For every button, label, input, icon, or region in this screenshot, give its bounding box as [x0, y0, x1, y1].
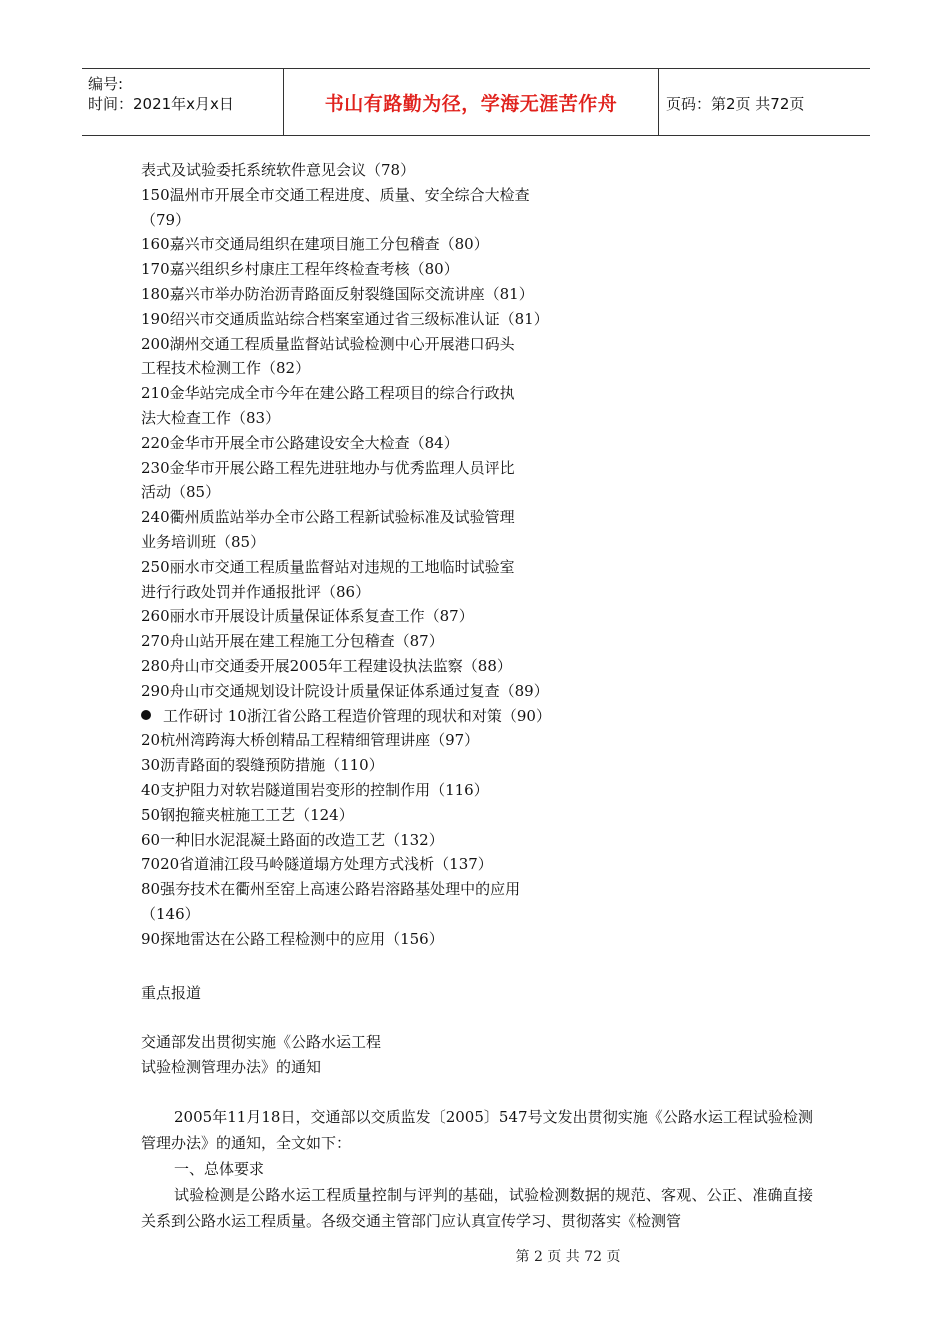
toc-line: 20杭州湾跨海大桥创精品工程精细管理讲座（97）: [141, 731, 480, 750]
toc-line: （79）: [141, 210, 191, 229]
toc-line: 7020省道浦江段马岭隧道塌方处理方式浅析（137）: [141, 855, 493, 874]
toc-line: 90探地雷达在公路工程检测中的应用（156）: [141, 929, 444, 948]
code-label: 编号:: [88, 75, 124, 93]
toc-line: 60一种旧水泥混凝土路面的改造工艺（132）: [141, 830, 444, 849]
toc-line: 50钢抱箍夹桩施工工艺（124）: [141, 805, 354, 824]
header-divider: [658, 69, 659, 135]
toc-line: 190绍兴市交通质监站综合档案室通过省三级标准认证（81）: [141, 309, 549, 328]
body-paragraph: 2005年11月18日，交通部以交质监发〔2005〕547号文发出贯彻实施《公路水运工程试验检测管理办法》的通知，全文如下：: [141, 1108, 813, 1152]
toc-line: 工程技术检测工作（82）: [141, 359, 311, 378]
toc-line: 表式及试验委托系统软件意见会议（78）: [141, 161, 416, 179]
toc-line: 250丽水市交通工程质量监督站对违规的工地临时试验室: [141, 557, 515, 576]
header-meta: [88, 74, 234, 114]
toc-line: 260丽水市开展设计质量保证体系复查工作（87）: [141, 607, 474, 626]
header-motto: 书山有路勤为径，学海无涯苦作舟: [324, 92, 618, 115]
toc-line-bulleted: [141, 704, 551, 729]
page-header: [82, 68, 870, 136]
toc-line: 80强夯技术在衢州至窑上高速公路岩溶路基处理中的应用: [141, 880, 521, 899]
body-subheading: 一、总体要求: [174, 1160, 265, 1178]
toc-line: 220金华市开展全市公路建设安全大检查（84）: [141, 433, 459, 452]
article-title-line: 试验检测管理办法》的通知: [141, 1058, 322, 1076]
bullet-icon: [141, 710, 151, 720]
toc-line: 法大检查工作（83）: [141, 408, 281, 427]
toc-line: 290舟山市交通规划设计院设计质量保证体系通过复查（89）: [141, 681, 549, 700]
toc-line-text: 工作研讨 10浙江省公路工程造价管理的现状和对策（90）: [163, 706, 551, 725]
toc-line: 180嘉兴市举办防治沥青路面反射裂缝国际交流讲座（81）: [141, 284, 534, 303]
toc-line: 200湖州交通工程质量监督站试验检测中心开展港口码头: [141, 334, 515, 353]
section-heading: 重点报道: [141, 984, 202, 1002]
toc-line: 210金华站完成全市今年在建公路工程项目的综合行政执: [141, 384, 515, 403]
date-label: 时间：2021年x月x日: [88, 95, 234, 113]
toc-line: 活动（85）: [141, 483, 221, 502]
article-title-line: 交通部发出贯彻实施《公路水运工程: [141, 1033, 382, 1051]
toc-line: 240衢州质监站举办全市公路工程新试验标准及试验管理: [141, 508, 515, 527]
page-footer: [0, 1246, 950, 1266]
toc-line: （146）: [141, 904, 200, 923]
toc-line: 160嘉兴市交通局组织在建项目施工分包稽查（80）: [141, 235, 489, 254]
footer-page-number: 第 2 页 共 72 页: [515, 1249, 621, 1265]
body-paragraph: 试验检测是公路水运工程质量控制与评判的基础，试验检测数据的规范、客观、公正、准确直接关系到公路水运工程质量。各级交通主管部门应认真宣传学习、贯彻落实《检测管: [141, 1186, 813, 1230]
table-of-contents: [141, 158, 551, 952]
toc-line: 30沥青路面的裂缝预防措施（110）: [141, 756, 384, 775]
toc-line: 230金华市开展公路工程先进驻地办与优秀监理人员评比: [141, 458, 515, 477]
toc-line: 进行行政处罚并作通报批评（86）: [141, 582, 371, 601]
toc-line: 280舟山市交通委开展2005年工程建设执法监察（88）: [141, 656, 512, 675]
toc-line: 170嘉兴组织乡村康庄工程年终检查考核（80）: [141, 260, 459, 279]
article-title: [141, 1030, 381, 1080]
toc-line: 270舟山站开展在建工程施工分包稽查（87）: [141, 632, 444, 651]
toc-line: 40支护阻力对软岩隧道围岩变形的控制作用（116）: [141, 780, 489, 799]
header-page-number: 页码：第2页 共72页: [666, 95, 805, 113]
article-body: [141, 1104, 813, 1234]
toc-line: 150温州市开展全市交通工程进度、质量、安全综合大检查: [141, 185, 530, 204]
toc-line: 业务培训班（85）: [141, 532, 266, 551]
